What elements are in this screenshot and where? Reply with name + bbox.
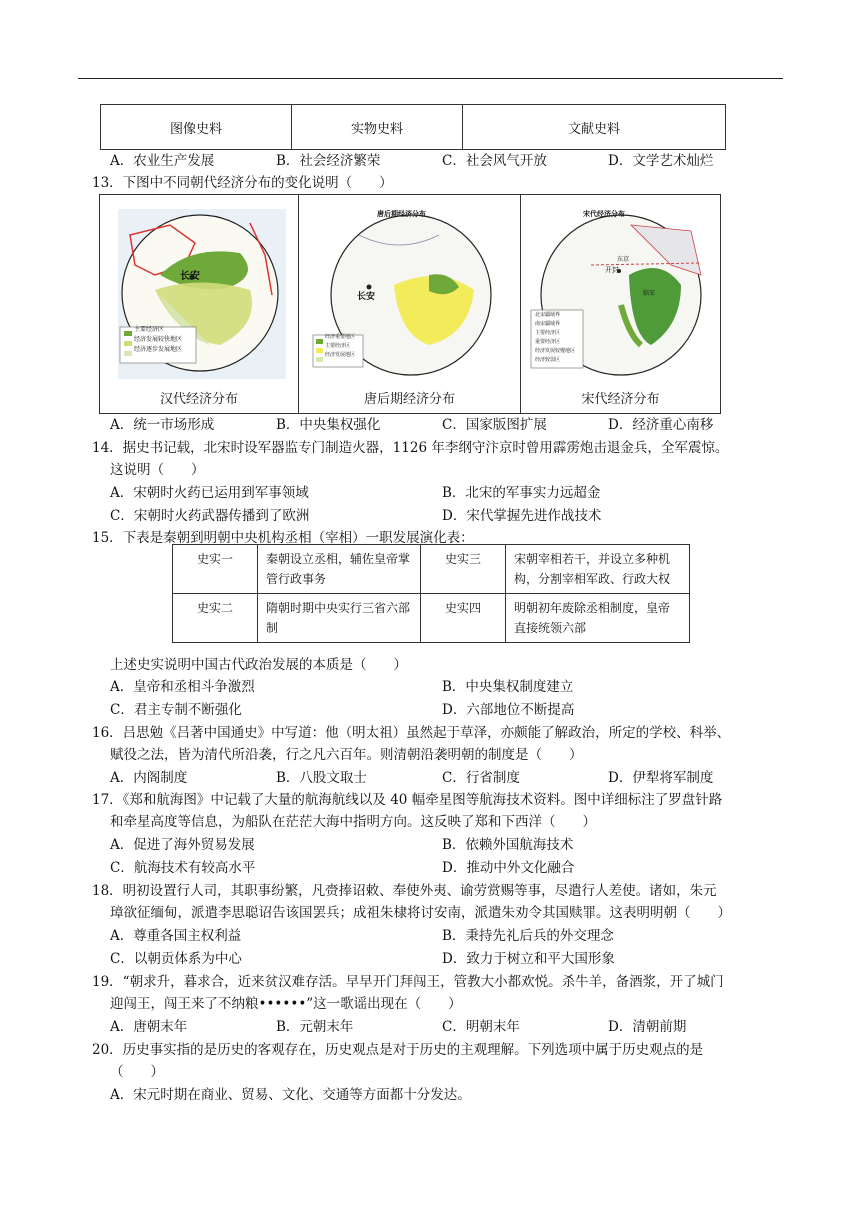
question-17-stem-cont: 和牵星高度等信息，为船队在茫茫大海中指明方向。这反映了郑和下西洋（ ） (110, 814, 596, 830)
question-15-stem: 15．下表是秦朝到明朝中央机构丞相（宰相）一职发展演化表： (92, 530, 474, 546)
map-legend-item: 经济较弱区 (535, 357, 561, 363)
option-a[interactable]: A．尊重各国主权利益 (110, 928, 242, 944)
option-c[interactable]: C．宋朝时火药武器传播到了欧洲 (110, 508, 310, 524)
option-a[interactable]: A．统一市场形成 (110, 417, 215, 433)
question-20-stem: 20．历史事实指的是历史的客观存在，历史观点是对于历史的主观理解。下列选项中属于历史观点的是 (92, 1042, 704, 1058)
question-20-stem-cont: （ ） (110, 1064, 164, 1080)
header-rule (78, 78, 783, 79)
question-16-stem: 16．吕思勉《吕著中国通史》中写道：他（明太祖）虽然起于草泽，亦颇能了解政治，所定的学校、科举、 (92, 725, 731, 741)
question-18-stem-cont: 璋欲征缅甸，派遣李思聪诏告该国罢兵；成祖朱棣将讨安南，派遣朱劝令其国赎罪。这表明明朝（ ） (110, 905, 731, 921)
question-14-stem-cont: 这说明（ ） (110, 462, 205, 478)
map-caption: 唐后期经济分布 (363, 392, 455, 407)
map-legend-item: 北宋疆域界 (535, 312, 561, 318)
option-a[interactable]: A．皇帝和丞相斗争激烈 (110, 679, 255, 695)
option-b[interactable]: B．中央集权强化 (276, 417, 381, 433)
map-legend-item: 主要经济区 (535, 330, 561, 336)
question-16-stem-cont: 赋役之法，皆为清代所沿袭，行之凡六百年。则清朝沿袭明朝的制度是（ ） (110, 747, 583, 763)
map-caption: 宋代经济分布 (581, 392, 660, 407)
option-a[interactable]: A．宋元时期在商业、贸易、文化、交通等方面都十分发达。 (110, 1087, 471, 1103)
option-d[interactable]: D．推动中外文化融合 (442, 860, 575, 876)
option-a[interactable]: A．农业生产发展 (110, 153, 215, 169)
map-song (521, 195, 720, 413)
option-d[interactable]: D．经济重心南移 (608, 417, 714, 433)
option-c[interactable]: C．社会风气开放 (442, 153, 547, 169)
map-title: 唐后期经济分布 (377, 209, 426, 218)
table-row (173, 545, 690, 594)
map-city-label: 开封 (605, 266, 619, 274)
map-han (100, 195, 299, 413)
option-b[interactable]: B．元朝末年 (276, 1019, 354, 1035)
map-city-label: 长安 (357, 292, 376, 302)
option-d[interactable]: D．文学艺术灿烂 (608, 153, 714, 169)
map-title: 宋代经济分布 (583, 209, 625, 218)
table-cell: 史实二 (173, 594, 258, 643)
map-legend-item: 经济发展地区 (325, 352, 356, 358)
option-d[interactable]: D．伊犁将军制度 (608, 770, 714, 786)
table-cell: 隋朝时期中央实行三省六部制 (258, 594, 421, 643)
table-cell: 史实三 (421, 545, 506, 594)
map-legend-item: 重要经济区 (535, 339, 561, 345)
map-legend-item: 经济逐步发展地区 (134, 346, 183, 353)
option-b[interactable]: B．中央集权制度建立 (442, 679, 574, 695)
map-legend-item: 经济发展较快地区 (134, 336, 183, 343)
source-table-cell: 图像史料 (101, 105, 292, 149)
option-c[interactable]: C．航海技术有较高水平 (110, 860, 256, 876)
option-a[interactable]: A．内阁制度 (110, 770, 188, 786)
option-d[interactable]: D．致力于树立和平大国形象 (442, 951, 615, 967)
table-cell: 史实一 (173, 545, 258, 594)
map-caption: 汉代经济分布 (159, 392, 238, 407)
option-a[interactable]: A．宋朝时火药已运用到军事领域 (110, 485, 309, 501)
question-15-after: 上述史实说明中国古代政治发展的本质是（ ） (110, 657, 407, 673)
table-cell: 宋朝宰相若干，并设立多种机构，分割宰相军政、行政大权 (506, 545, 690, 594)
source-table-cell: 实物史料 (292, 105, 463, 149)
option-d[interactable]: D．宋代掌握先进作战技术 (442, 508, 602, 524)
option-b[interactable]: B．社会经济繁荣 (276, 153, 381, 169)
source-table-cell: 文献史料 (567, 121, 620, 137)
economy-maps (99, 194, 721, 414)
map-tang (299, 195, 521, 413)
table-row (173, 594, 690, 643)
option-c[interactable]: C．国家版图扩展 (442, 417, 547, 433)
option-c[interactable]: C．君主专制不断强化 (110, 702, 242, 718)
map-legend-item: 南宋疆域界 (535, 321, 561, 327)
map-legend-item: 主要经济区 (325, 343, 351, 349)
map-city-label: 临安 (643, 290, 656, 297)
map-han-image (100, 195, 298, 385)
question-19-stem-cont: 迎闯王，闯王来了不纳粮••••••”这一歌谣出现在（ ） (110, 996, 462, 1012)
option-c[interactable]: C．明朝末年 (442, 1019, 520, 1035)
question-19-stem: 19．“朝求升，暮求合，近来贫汉难存活。早早开门拜闯王，管教大小都欢悦。杀牛羊，备酒浆，开了城门 (92, 974, 724, 990)
option-a[interactable]: A．唐朝末年 (110, 1019, 188, 1035)
table-cell: 秦朝设立丞相，辅佐皇帝掌管行政事务 (258, 545, 421, 594)
map-city-label: 东京 (617, 256, 630, 263)
history-fact-table (172, 544, 690, 643)
question-18-stem: 18．明初设置行人司，其职事纷繁，凡赍捧诏敕、奉使外夷、谕劳赏赐等事，尽遣行人差使。诸如，朱元 (92, 883, 717, 899)
question-17-stem: 17．《郑和航海图》中记载了大量的航海航线以及 40 幅牵星图等航海技术资料。图中详细标注了罗盘针路 (92, 792, 723, 808)
table-cell: 史实四 (421, 594, 506, 643)
option-b[interactable]: B．八股文取士 (276, 770, 367, 786)
table-cell: 明朝初年废除丞相制度，皇帝直接统领六部 (506, 594, 690, 643)
option-c[interactable]: C．以朝贡体系为中心 (110, 951, 242, 967)
option-b[interactable]: B．北宋的军事实力远超金 (442, 485, 601, 501)
option-c[interactable]: C．行省制度 (442, 770, 520, 786)
map-city-label: 长安 (180, 271, 200, 282)
map-legend-item: 经济发展较慢地区 (535, 348, 576, 354)
option-b[interactable]: B．秉持先礼后兵的外交理念 (442, 928, 614, 944)
map-legend-item: 主要经济区 (134, 326, 165, 333)
option-b[interactable]: B．依赖外国航海技术 (442, 837, 574, 853)
question-14-stem: 14．据史书记载，北宋时设军器监专门制造火器，1126 年李纲守汴京时曾用霹雳炮击退金兵，全军震惊。 (92, 440, 729, 456)
map-legend-item: 经济重要地区 (325, 334, 356, 340)
question-13-stem: 13．下图中不同朝代经济分布的变化说明（ ） (92, 175, 393, 191)
source-table (100, 104, 726, 150)
option-d[interactable]: D．六部地位不断提高 (442, 702, 575, 718)
option-a[interactable]: A．促进了海外贸易发展 (110, 837, 255, 853)
option-d[interactable]: D．清朝前期 (608, 1019, 687, 1035)
